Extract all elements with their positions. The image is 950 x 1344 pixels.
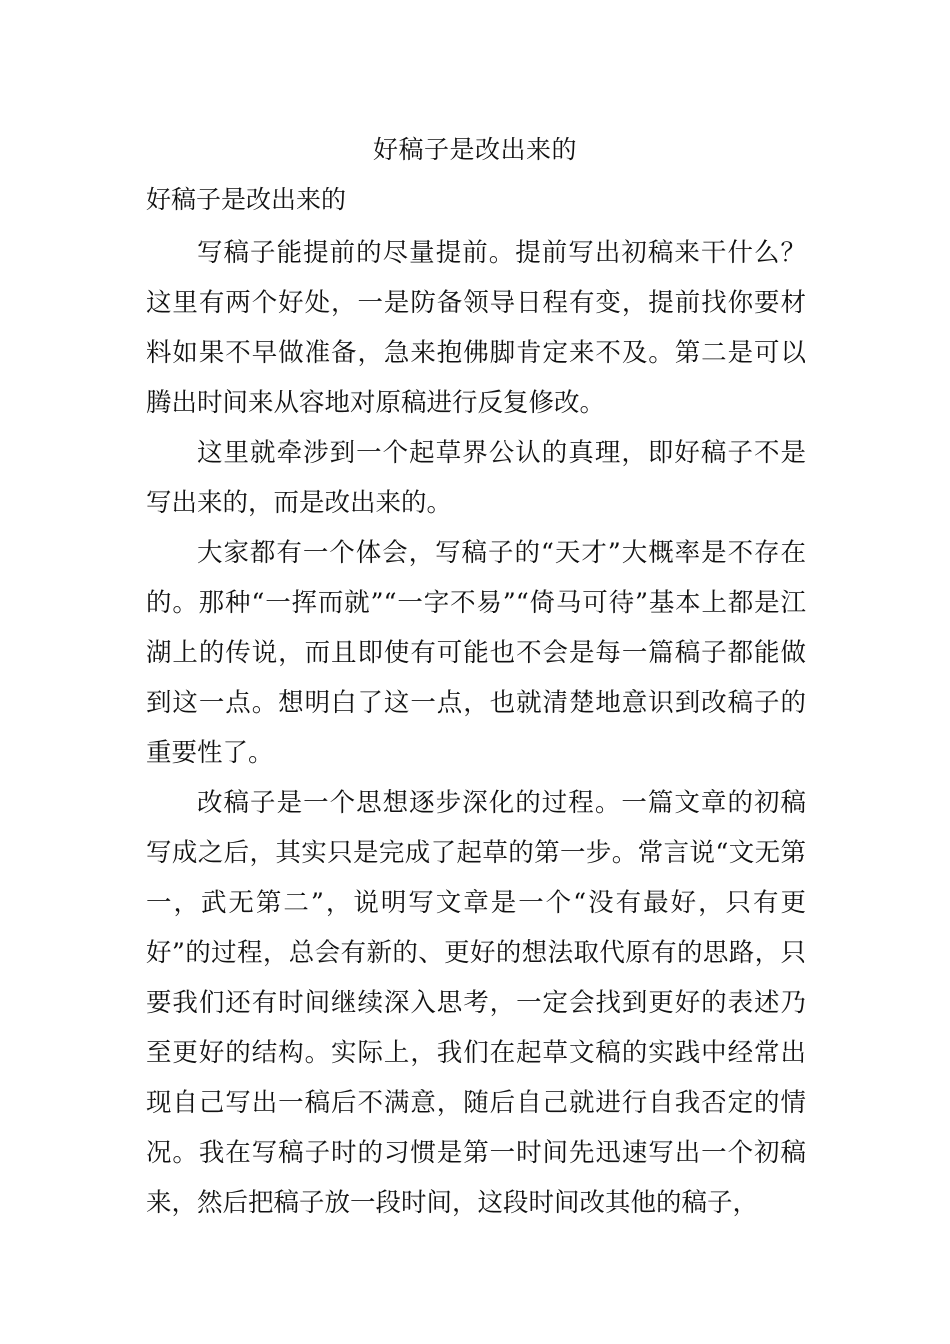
paragraph-1: 写稿子能提前的尽量提前。提前写出初稿来干什么？这里有两个好处，一是防备领导日程有变，提前找你要材料如果不早做准备，急来抱佛脚肯定来不及。第二是可以腾出时间来从容地对原稿进行反复修改。	[146, 238, 806, 418]
document-body	[146, 182, 806, 1228]
paragraph-2: 这里就牵涉到一个起草界公认的真理，即好稿子不是写出来的，而是改出来的。	[146, 438, 806, 518]
document-subtitle: 好稿子是改出来的	[146, 185, 347, 214]
paragraph-4: 改稿子是一个思想逐步深化的过程。一篇文章的初稿写成之后，其实只是完成了起草的第一步。常言说“文无第一，武无第二”，说明写文章是一个“没有最好，只有更好”的过程，总会有新的、更好的想法取代原有的思路，只要我们还有时间继续深入思考，一定会找到更好的表述乃至更好的结构。实际上，我们在起草文稿的实践中经常出现自己写出一稿后不满意，随后自己就进行自我否定的情况。我在写稿子时的习惯是第一时间先迅速写出一个初稿来，然后把稿子放一段时间，这段时间改其他的稿子，	[146, 788, 806, 1218]
paragraph-3: 大家都有一个体会，写稿子的“天才”大概率是不存在的。那种“一挥而就”“一字不易”“倚马可待”基本上都是江湖上的传说，而且即使有可能也不会是每一篇稿子都能做到这一点。想明白了这一点，也就清楚地意识到改稿子的重要性了。	[146, 538, 806, 768]
document-title: 好稿子是改出来的	[372, 135, 577, 164]
